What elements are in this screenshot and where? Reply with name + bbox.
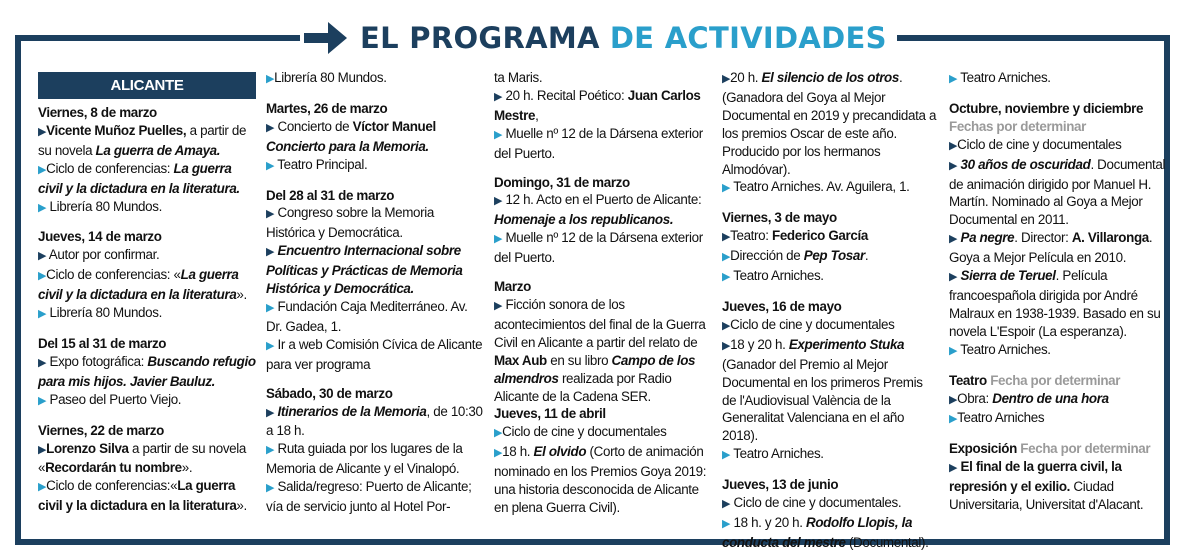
event-line: ▶Ciclo de conferencias:«La guerra civil y la dictadura en la literatura».: [38, 478, 247, 514]
column-2: [266, 69, 484, 516]
event-date: Sábado, 30 de marzo: [266, 385, 393, 401]
event-line: ▶Dirección de Pep Tosar.: [722, 248, 869, 264]
event-line: ▶Ciclo de cine y documentales: [494, 424, 667, 440]
bullet-icon: ▶: [722, 182, 731, 195]
event-line: ▶Ciclo de conferencias: La guerra civil y la dictadura en la literatura.: [38, 160, 240, 196]
event-date: Jueves, 14 de marzo: [38, 229, 162, 245]
bullet-icon: ▶: [722, 231, 731, 244]
bullet-icon: ▶: [38, 125, 47, 138]
bullet-icon: ▶: [266, 339, 275, 352]
event-line: ▶ Itinerarios de la Memoria, de 10:30 a 18 h.: [266, 403, 483, 439]
event-line: (Ganador del Premio al Mejor Documental en los primeros Premis de l'Audiovisual València de la Generalitat Valenciana en el año 2018).: [722, 356, 923, 444]
event-venue: ▶ Salida/regreso: Puerto de Alicante; vía de servicio junto al Hotel Por-: [266, 479, 472, 515]
bullet-icon: ▶: [38, 163, 47, 176]
event-line: ▶ Concierto de Víctor Manuel Concierto para la Memoria.: [266, 118, 436, 154]
event-line: ▶Lorenzo Silva a partir de su novela «Recordarán tu nombre».: [38, 440, 246, 476]
event-line: ▶Ciclo de cine y documentales: [949, 136, 1122, 152]
bullet-icon: ▶: [722, 517, 731, 530]
header-title-de: DE ACTIVIDADES: [609, 20, 887, 55]
event-line: ▶ El final de la guerra civil, la represión y el exilio. Ciudad Universitaria, Universitat d'Alacant.: [949, 459, 1144, 513]
event-line: ▶20 h. El silencio de los otros. (Ganadora del Goya al Mejor Documental en 2019 y precandidata a los premios Oscar de este año. Producido por los hermanos Almodóvar).: [722, 70, 937, 177]
bullet-icon: ▶: [949, 393, 958, 406]
event-line: ▶Teatro: Federico García: [722, 228, 868, 244]
event-venue: ▶ Teatro Principal.: [266, 156, 368, 172]
bullet-icon: ▶: [494, 447, 503, 460]
bullet-icon: ▶: [949, 462, 958, 475]
bullet-icon: ▶: [494, 299, 503, 312]
event-line: ▶18 h. El olvido (Corto de animación nominado en los Premios Goya 2019: una historia desconocida de Alicante en plena Guerra Civil).: [494, 444, 707, 515]
bullet-icon: ▶: [266, 406, 275, 419]
event-line: ▶ Ruta guiada por los lugares de la Memoria de Alicante y el Vinalopó.: [266, 441, 463, 477]
bullet-icon: ▶: [494, 90, 503, 103]
bullet-icon: ▶: [949, 139, 958, 152]
city-banner: ALICANTE: [38, 72, 256, 99]
bullet-icon: ▶: [494, 128, 503, 141]
event-line: ▶ Ciclo de cine y documentales.: [722, 495, 902, 511]
event-date: Del 28 al 31 de marzo: [266, 187, 395, 203]
event-date: Viernes, 3 de mayo: [722, 210, 837, 226]
bullet-icon: ▶: [949, 271, 958, 284]
bullet-icon: ▶: [722, 319, 731, 332]
bullet-icon: ▶: [949, 344, 958, 357]
event-date: Viernes, 22 de marzo: [38, 422, 164, 438]
bullet-icon: ▶: [38, 308, 47, 321]
event-date: Del 15 al 31 de marzo: [38, 335, 167, 351]
event-date: Exposición Fecha por determinar: [949, 441, 1151, 457]
bullet-icon: ▶: [722, 251, 731, 264]
event-date: Teatro Fecha por determinar: [949, 372, 1121, 388]
event-venue: ▶ Paseo del Puerto Viejo.: [38, 391, 182, 407]
bullet-icon: ▶: [38, 270, 47, 283]
event-venue: ▶Teatro Arniches: [949, 410, 1045, 426]
bullet-icon: ▶: [722, 73, 731, 85]
event-line: ▶ Sierra de Teruel. Película francoespañola dirigida por André Malraux en 1938-1939. Basado en su novela L'Espoir (La esperanza).: [949, 268, 1161, 339]
event-line: ▶ 20 h. Recital Poético: Juan Carlos Mestre,: [494, 87, 701, 123]
event-date: Viernes, 8 de marzo: [38, 105, 157, 120]
bullet-icon: ▶: [38, 250, 47, 263]
event-venue: ▶ Teatro Arniches.: [949, 70, 1051, 85]
header-title-el: EL PROGRAMA: [360, 20, 600, 55]
bullet-icon: ▶: [38, 394, 47, 407]
event-venue: ▶ Teatro Arniches.: [949, 341, 1051, 357]
bullet-icon: ▶: [266, 246, 275, 259]
event-line: ▶ 12 h. Acto en el Puerto de Alicante: Homenaje a los republicanos.: [494, 192, 702, 228]
bullet-icon: ▶: [266, 482, 275, 495]
bullet-icon: ▶: [38, 356, 47, 369]
header: [300, 14, 897, 62]
event-venue: ▶ Teatro Arniches.: [722, 268, 824, 284]
arrow-right-icon: [304, 18, 348, 58]
event-venue: ▶ Ir a web Comisión Cívica de Alicante para ver programa: [266, 336, 483, 372]
event-line: ▶ Expo fotográfica: Buscando refugio para mis hijos. Javier Bauluz.: [38, 353, 256, 389]
bullet-icon: ▶: [949, 413, 958, 426]
event-venue: ▶ Fundación Caja Mediterráneo. Av. Dr. Gadea, 1.: [266, 298, 468, 334]
bullet-icon: ▶: [266, 73, 275, 85]
event-date: Jueves, 13 de junio: [722, 477, 839, 493]
event-venue: ▶ Librería 80 Mundos.: [38, 198, 162, 214]
event-venue: ▶ Muelle nº 12 de la Dársena exterior del Puerto.: [494, 230, 703, 266]
event-line: ▶ Encuentro Internacional sobre Políticas y Prácticas de Memoria Histórica y Democrática.: [266, 243, 463, 297]
event-date: Jueves, 16 de mayo: [722, 298, 842, 314]
event-venue: ▶ Muelle nº 12 de la Dársena exterior del Puerto.: [494, 125, 703, 161]
event-line: ▶ Ficción sonora de los acontecimientos del final de la Guerra Civil en Alicante a partir del relato de Max Aub en su libro Campo de los almendros realizada por Radio Alicante de la Cadena SER.: [494, 296, 706, 404]
event-line: ▶ Congreso sobre la Memoria Histórica y Democrática.: [266, 205, 434, 241]
bullet-icon: ▶: [494, 195, 503, 208]
event-line: ▶ Autor por confirmar.: [38, 247, 160, 263]
event-date: Domingo, 31 de marzo: [494, 174, 630, 190]
bullet-icon: ▶: [38, 443, 47, 456]
column-4: [722, 69, 940, 552]
bullet-icon: ▶: [949, 73, 958, 85]
column-3: [494, 69, 712, 517]
event-venue: ▶Librería 80 Mundos.: [266, 70, 387, 85]
bullet-icon: ▶: [949, 233, 958, 246]
event-line: ▶ 18 h. y 20 h. Rodolfo Llopis, la conducta del mestre (Documental).: [722, 514, 929, 550]
bullet-icon: ▶: [949, 159, 958, 172]
date-status: Fechas por determinar: [949, 118, 1087, 134]
column-5: [949, 69, 1171, 514]
bullet-icon: ▶: [722, 339, 731, 352]
event-line: ▶18 y 20 h. Experimento Stuka: [722, 336, 905, 352]
event-line: ▶Ciclo de conferencias: «La guerra civil y la dictadura en la literatura».: [38, 267, 247, 303]
event-venue: ▶ Teatro Arniches.: [722, 446, 824, 462]
event-date: Marzo: [494, 279, 531, 295]
event-date: Octubre, noviembre y diciembre: [949, 100, 1144, 116]
event-venue: ▶ Librería 80 Mundos.: [38, 305, 162, 321]
event-date: Martes, 26 de marzo: [266, 100, 388, 116]
event-line: ▶Vicente Muñoz Puelles, a partir de su novela La guerra de Amaya.: [38, 122, 247, 158]
bullet-icon: ▶: [266, 208, 275, 221]
event-line: ▶ Pa negre. Director: A. Villaronga. Goya a Mejor Película en 2010.: [949, 230, 1153, 266]
bullet-icon: ▶: [722, 449, 731, 462]
bullet-icon: ▶: [266, 121, 275, 134]
bullet-icon: ▶: [38, 201, 47, 214]
event-line: ▶Ciclo de cine y documentales: [722, 316, 895, 332]
bullet-icon: ▶: [494, 427, 503, 440]
bullet-icon: ▶: [266, 159, 275, 172]
event-line: ▶Obra: Dentro de una hora: [949, 390, 1109, 406]
bullet-icon: ▶: [722, 271, 731, 284]
event-line: ▶ 30 años de oscuridad. Documental de animación dirigido por Manuel H. Martín. Nominado al Goya a Mejor Documental en 2011.: [949, 156, 1166, 228]
event-venue: ta Maris.: [494, 70, 543, 85]
bullet-icon: ▶: [722, 498, 731, 511]
bullet-icon: ▶: [38, 481, 47, 494]
event-date: Jueves, 11 de abril: [494, 406, 606, 422]
bullet-icon: ▶: [266, 301, 275, 314]
bullet-icon: ▶: [494, 233, 503, 246]
column-1: [38, 69, 256, 515]
bullet-icon: ▶: [266, 444, 275, 457]
event-venue: ▶ Teatro Arniches. Av. Aguilera, 1.: [722, 179, 910, 195]
